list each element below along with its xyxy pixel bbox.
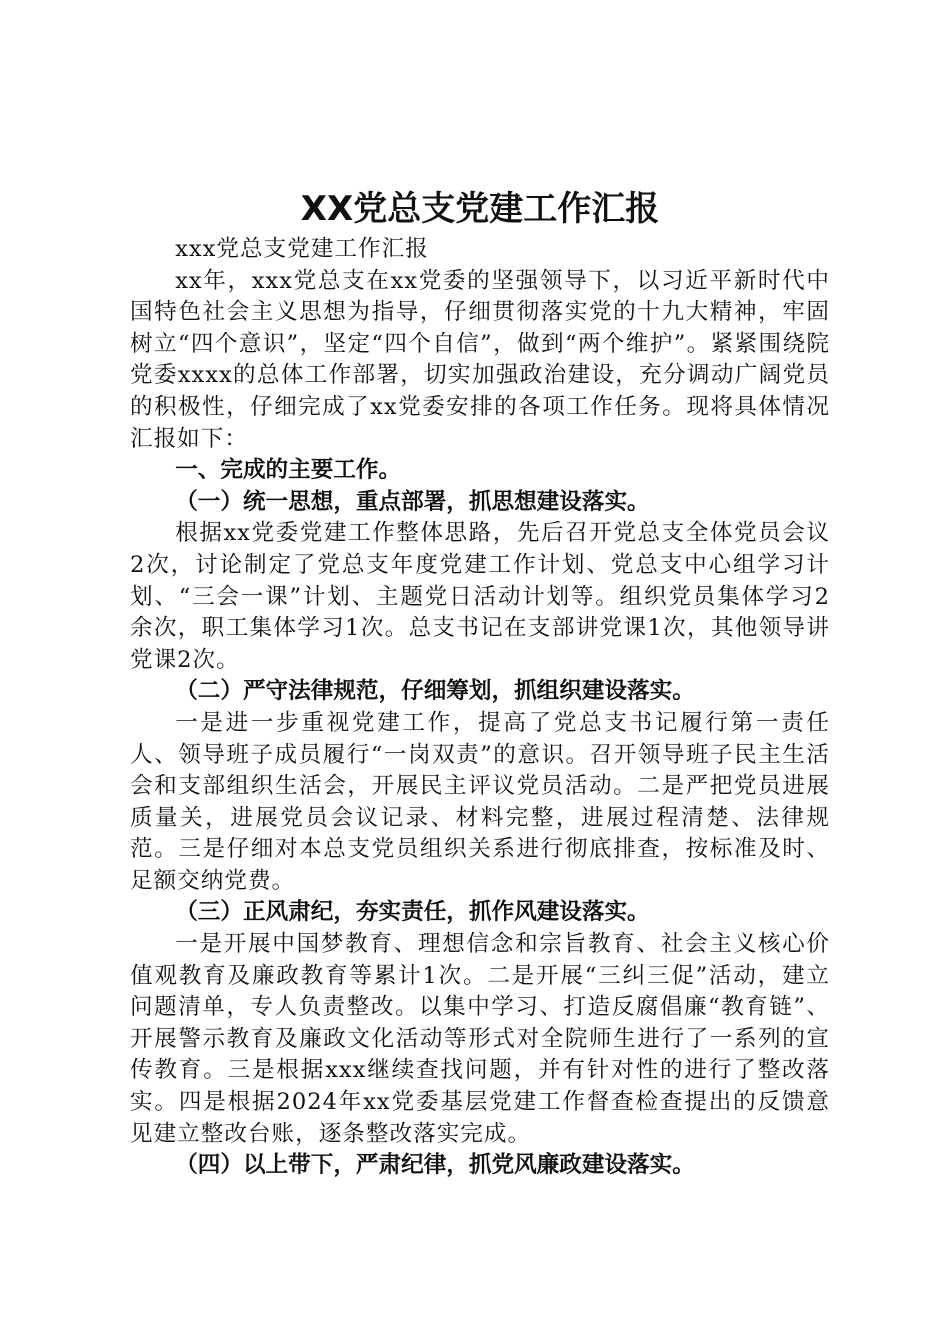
subsection-body-3: 一是开展中国梦教育、理想信念和宗旨教育、社会主义核心价值观教育及廉政教育等累计1次。二是开展“三纠三促”活动，建立问题清单，专人负责整改。以集中学习、打造反腐倡廉“教育链”、开展警示教育及廉政文化活动等形式对全院师生进行了一系列的宣传教育。三是根据xxx继续查找问题，并有针对性的进行了整改落实。四是根据2024年xx党委基层党建工作督查检查提出的反馈意见建立整改台账，逐条整改落实完成。	[130, 931, 830, 1147]
document-subtitle: xxx党总支党建工作汇报	[175, 236, 429, 262]
subsection-heading-1: （一）统一思想，重点部署，抓思想建设落实。	[175, 488, 650, 515]
document-title: XX党总支党建工作汇报	[300, 189, 660, 229]
section-heading-1: 一、完成的主要工作。	[175, 457, 402, 484]
subsection-heading-4: （四）以上带下，严肃纪律，抓党风廉政建设落实。	[175, 1152, 695, 1179]
subsection-heading-3: （三）正风肃纪，夯实责任，抓作风建设落实。	[175, 899, 650, 926]
document-content	[130, 187, 830, 1182]
subsection-body-1: 根据xx党委党建工作整体思路，先后召开党总支全体党员会议2次，讨论制定了党总支年度党建工作计划、党总支中心组学习计划、“三会一课”计划、主题党日活动计划等。组织党员集体学习2余次，职工集体学习1次。总支书记在支部讲党课1次，其他领导讲党课2次。	[130, 520, 830, 673]
subsection-body-2: 一是进一步重视党建工作，提高了党总支书记履行第一责任人、领导班子成员履行“一岗双责”的意识。召开领导班子民主生活会和支部组织生活会，开展民主评议党员活动。二是严把党员进展质量关，进展党员会议记录、材料完整，进展过程清楚、法律规范。三是仔细对本总支党员组织关系进行彻底排查，按标准及时、足额交纳党费。	[130, 709, 830, 894]
intro-paragraph: xx年，xxx党总支在xx党委的坚强领导下，以习近平新时代中国特色社会主义思想为指导，仔细贯彻落实党的十九大精神，牢固树立“四个意识”，坚定“四个自信”，做到“两个维护”。紧紧围绕院党委xxxx的总体工作部署，切实加强政治建设，充分调动广阔党员的积极性，仔细完成了xx党委安排的各项工作任务。现将具体情况汇报如下：	[130, 267, 830, 452]
subsection-heading-2: （二）严守法律规范，仔细筹划，抓组织建设落实。	[175, 678, 695, 705]
